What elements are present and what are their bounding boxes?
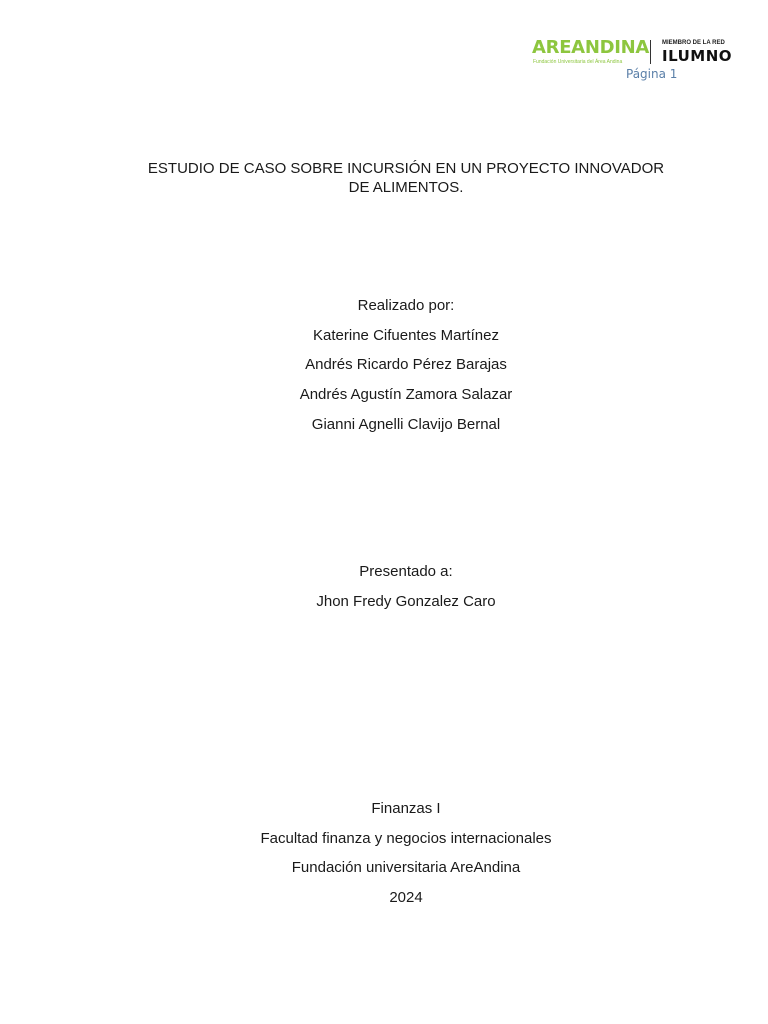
- document-title-line-1: ESTUDIO DE CASO SOBRE INCURSIÓN EN UN PROYECTO INNOVADOR: [147, 160, 665, 177]
- areandina-ilumno-logo: [532, 38, 736, 68]
- document-year: 2024: [389, 889, 423, 907]
- document-title-line-2: DE ALIMENTOS.: [348, 179, 464, 196]
- logo-divider: [650, 40, 651, 64]
- page-number: Página 1: [626, 67, 678, 81]
- author-name: Andrés Agustín Zamora Salazar: [299, 386, 513, 404]
- author-name: Gianni Agnelli Clavijo Bernal: [311, 415, 501, 433]
- ilumno-member-label: MIEMBRO DE LA RED: [662, 40, 725, 46]
- areandina-logo-subtitle: Fundación Universitaria del Área Andina: [533, 59, 623, 65]
- authors-section: [100, 297, 712, 445]
- authors-label: Realizado por:: [357, 297, 455, 314]
- author-name: Andrés Ricardo Pérez Barajas: [305, 356, 507, 374]
- institution-section: [100, 800, 712, 919]
- areandina-logo-text: AREANDINA: [532, 37, 650, 58]
- course-name: Finanzas I: [371, 800, 441, 817]
- presented-to-section: [100, 563, 712, 622]
- document-title: [100, 159, 712, 197]
- institution-name: Fundación universitaria AreAndina: [291, 859, 521, 877]
- presented-to-name: Jhon Fredy Gonzalez Caro: [316, 592, 496, 610]
- faculty-name: Facultad finanza y negocios internacionales: [260, 829, 552, 847]
- ilumno-logo-text: ILUMNO: [662, 47, 733, 65]
- presented-to-label: Presentado a:: [359, 563, 453, 580]
- author-name: Katerine Cifuentes Martínez: [313, 326, 499, 344]
